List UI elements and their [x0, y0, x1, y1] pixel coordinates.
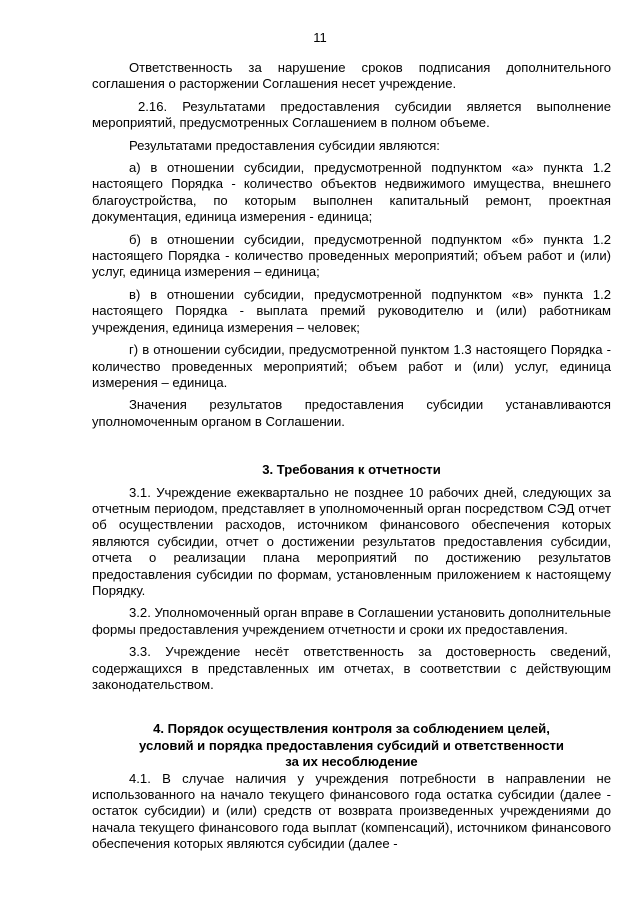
section-spacer — [92, 436, 611, 462]
section-3-heading: 3. Требования к отчетности — [262, 462, 441, 478]
section-4-heading — [92, 721, 611, 770]
paragraph-4-1: 4.1. В случае наличия у учреждения потребности в направлении не использованного на начало текущего финансового года остатка субсидии (далее - остаток субсидии) и (или) средств от возврата произведенных учреждениями до начала текущего финансового года выплат (компенсаций), источником финансового обеспечения которых являются субсидии (далее - — [92, 770, 611, 852]
page-number: 11 — [313, 30, 327, 45]
paragraph-result-values: Значения результатов предоставления субсидии устанавливаются уполномоченным органом в Соглашении. — [92, 397, 611, 429]
section-4-heading-line: 4. Порядок осуществления контроля за соблюдением целей, — [153, 721, 550, 737]
paragraph-result-a: а) в отношении субсидии, предусмотренной подпунктом «а» пункта 1.2 настоящего Порядка - количество объектов недвижимого имущества, внешнего благоустройства, по которым выполнен капитальный ремонт, проектная документация, единица измерения - единица; — [92, 160, 611, 225]
section-4-heading-line: условий и порядка предоставления субсидий и ответственности — [139, 737, 564, 753]
document-body — [92, 60, 611, 859]
paragraph-results-intro: Результатами предоставления субсидии являются: — [129, 137, 440, 153]
paragraph-3-3: 3.3. Учреждение несёт ответственность за достоверность сведений, содержащихся в представленных им отчетах, в соответствии с действующим законодательством. — [92, 644, 611, 692]
section-spacer — [92, 699, 611, 721]
paragraph-result-g: г) в отношении субсидии, предусмотренной пунктом 1.3 настоящего Порядка - количество проведенных мероприятий; объем работ и (или) услуг, единица измерения – единица. — [92, 342, 611, 390]
paragraph-2-16: 2.16. Результатами предоставления субсидии является выполнение мероприятий, предусмотренных Соглашением в полном объеме. — [92, 98, 611, 131]
paragraph-result-v: в) в отношении субсидии, предусмотренной подпунктом «в» пункта 1.2 настоящего Порядка - выплата премий руководителю и (или) работникам учреждения, единица измерения – человек; — [92, 286, 611, 335]
paragraph-3-1: 3.1. Учреждение ежеквартально не позднее 10 рабочих дней, следующих за отчетным периодом, представляет в уполномоченный орган посредством СЭД отчет об осуществлении расходов, источником финансового обеспечения которых являются субсидии, отчет о достижении результатов предоставления субсидии, отчета о реализации плана мероприятий по достижению результатов предоставления субсидии по формам, установленным приложением к настоящему Порядку. — [92, 484, 611, 598]
section-4-heading-line: за их несоблюдение — [285, 754, 418, 770]
paragraph-responsibility: Ответственность за нарушение сроков подписания дополнительного соглашения о расторжении Соглашения несет учреждение. — [92, 60, 611, 92]
paragraph-3-2: 3.2. Уполномоченный орган вправе в Соглашении установить дополнительные формы предоставления учреждением отчетности и сроки их предоставления. — [92, 605, 611, 637]
paragraph-result-b: б) в отношении субсидии, предусмотренной подпунктом «б» пункта 1.2 настоящего Порядка - количество проведенных мероприятий; объем работ и (или) услуг, единица измерения – единица; — [92, 231, 611, 280]
